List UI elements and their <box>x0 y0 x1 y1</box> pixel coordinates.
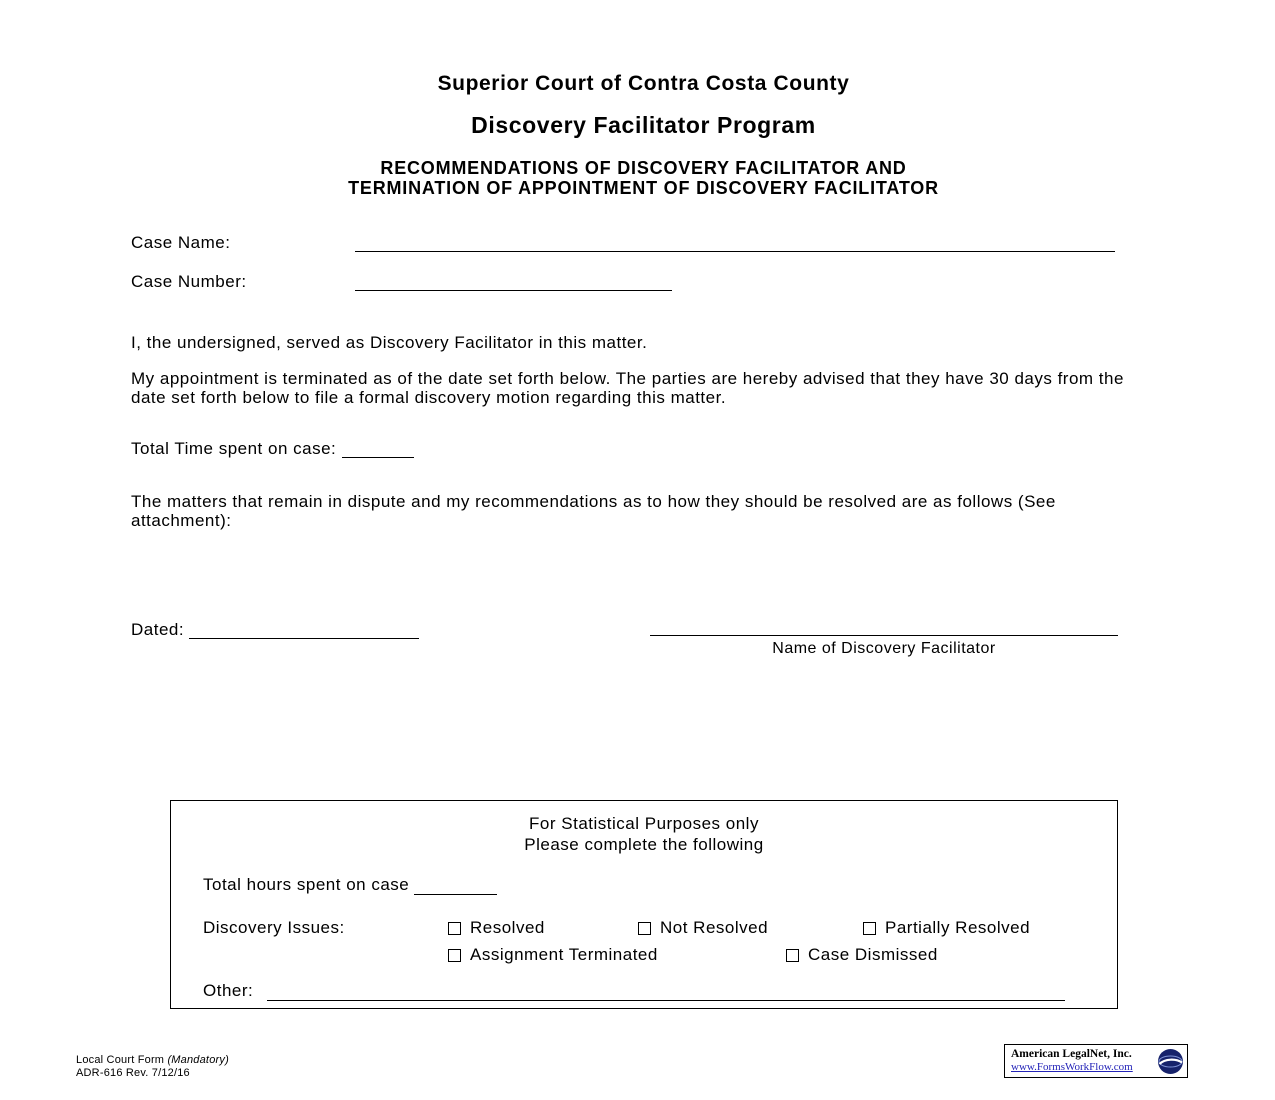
program-title: Discovery Facilitator Program <box>471 112 816 138</box>
case-number-input-line[interactable] <box>355 274 672 291</box>
form-heading-line2: TERMINATION OF APPOINTMENT OF DISCOVERY FACILITATOR <box>348 178 939 198</box>
form-heading <box>131 158 1156 198</box>
footer-form-type-line <box>76 1054 229 1067</box>
dated-input-line[interactable] <box>189 622 419 639</box>
facilitator-name-caption: Name of Discovery Facilitator <box>772 640 996 657</box>
case-number-row <box>131 272 1161 291</box>
dated-label: Dated: <box>131 620 185 639</box>
total-hours-label: Total hours spent on case <box>203 875 410 894</box>
case-name-input-line[interactable] <box>355 235 1115 252</box>
facilitator-signature-line[interactable] <box>650 620 1118 636</box>
other-label: Other: <box>203 981 254 1000</box>
stats-title-line2: Please complete the following <box>524 835 764 854</box>
case-number-label: Case Number: <box>131 272 247 291</box>
checkbox-not-resolved-label: Not Resolved <box>660 918 769 937</box>
other-input-line[interactable] <box>267 984 1065 1001</box>
vendor-name: American LegalNet, Inc. <box>1011 1048 1132 1060</box>
checkbox-case-dismissed-label: Case Dismissed <box>808 945 938 964</box>
case-name-row <box>131 233 1161 252</box>
checkbox-option-case-dismissed <box>786 945 938 965</box>
stats-box-title <box>171 813 1117 855</box>
total-time-row <box>131 439 1161 458</box>
form-type-note: (Mandatory) <box>167 1054 229 1066</box>
checkbox-resolved[interactable] <box>448 922 461 935</box>
checkbox-option-assignment-terminated <box>448 945 658 965</box>
checkbox-option-partially-resolved <box>863 918 1030 938</box>
checkbox-assignment-terminated[interactable] <box>448 949 461 962</box>
checkbox-assignment-terminated-label: Assignment Terminated <box>470 945 658 964</box>
checkbox-resolved-label: Resolved <box>470 918 545 937</box>
dated-row <box>131 620 1161 680</box>
globe-logo-icon <box>1157 1048 1184 1075</box>
total-hours-row <box>203 875 497 895</box>
matters-in-dispute: The matters that remain in dispute and my recommendations as to how they should be resolved are as follows (See attachment): <box>131 492 1056 530</box>
statistical-purposes-box <box>170 800 1118 1009</box>
total-time-label: Total Time spent on case: <box>131 439 337 458</box>
form-heading-line1: RECOMMENDATIONS OF DISCOVERY FACILITATOR AND <box>380 158 907 178</box>
vendor-stamp-box <box>1004 1044 1188 1078</box>
other-row <box>203 981 1065 1001</box>
form-type-label: Local Court Form <box>76 1054 165 1066</box>
vendor-url-link[interactable]: www.FormsWorkFlow.com <box>1011 1061 1133 1073</box>
footer-form-info <box>76 1054 229 1080</box>
court-title: Superior Court of Contra Costa County <box>437 72 850 95</box>
checkbox-option-resolved <box>448 918 545 938</box>
form-id: ADR-616 Rev. 7/12/16 <box>76 1067 190 1079</box>
checkbox-option-not-resolved <box>638 918 768 938</box>
case-name-label: Case Name: <box>131 233 231 252</box>
total-time-input-line[interactable] <box>342 441 414 458</box>
checkbox-partially-resolved-label: Partially Resolved <box>885 918 1031 937</box>
checkbox-case-dismissed[interactable] <box>786 949 799 962</box>
checkbox-partially-resolved[interactable] <box>863 922 876 935</box>
total-hours-input-line[interactable] <box>414 878 497 895</box>
stats-title-line1: For Statistical Purposes only <box>529 814 759 833</box>
checkbox-not-resolved[interactable] <box>638 922 651 935</box>
discovery-issues-label: Discovery Issues: <box>203 918 345 937</box>
termination-notice: My appointment is terminated as of the date set forth below. The parties are hereby advised that they have 30 days from the date set forth below to file a formal discovery motion regarding this matter. <box>131 369 1124 407</box>
served-statement: I, the undersigned, served as Discovery Facilitator in this matter. <box>131 333 648 352</box>
